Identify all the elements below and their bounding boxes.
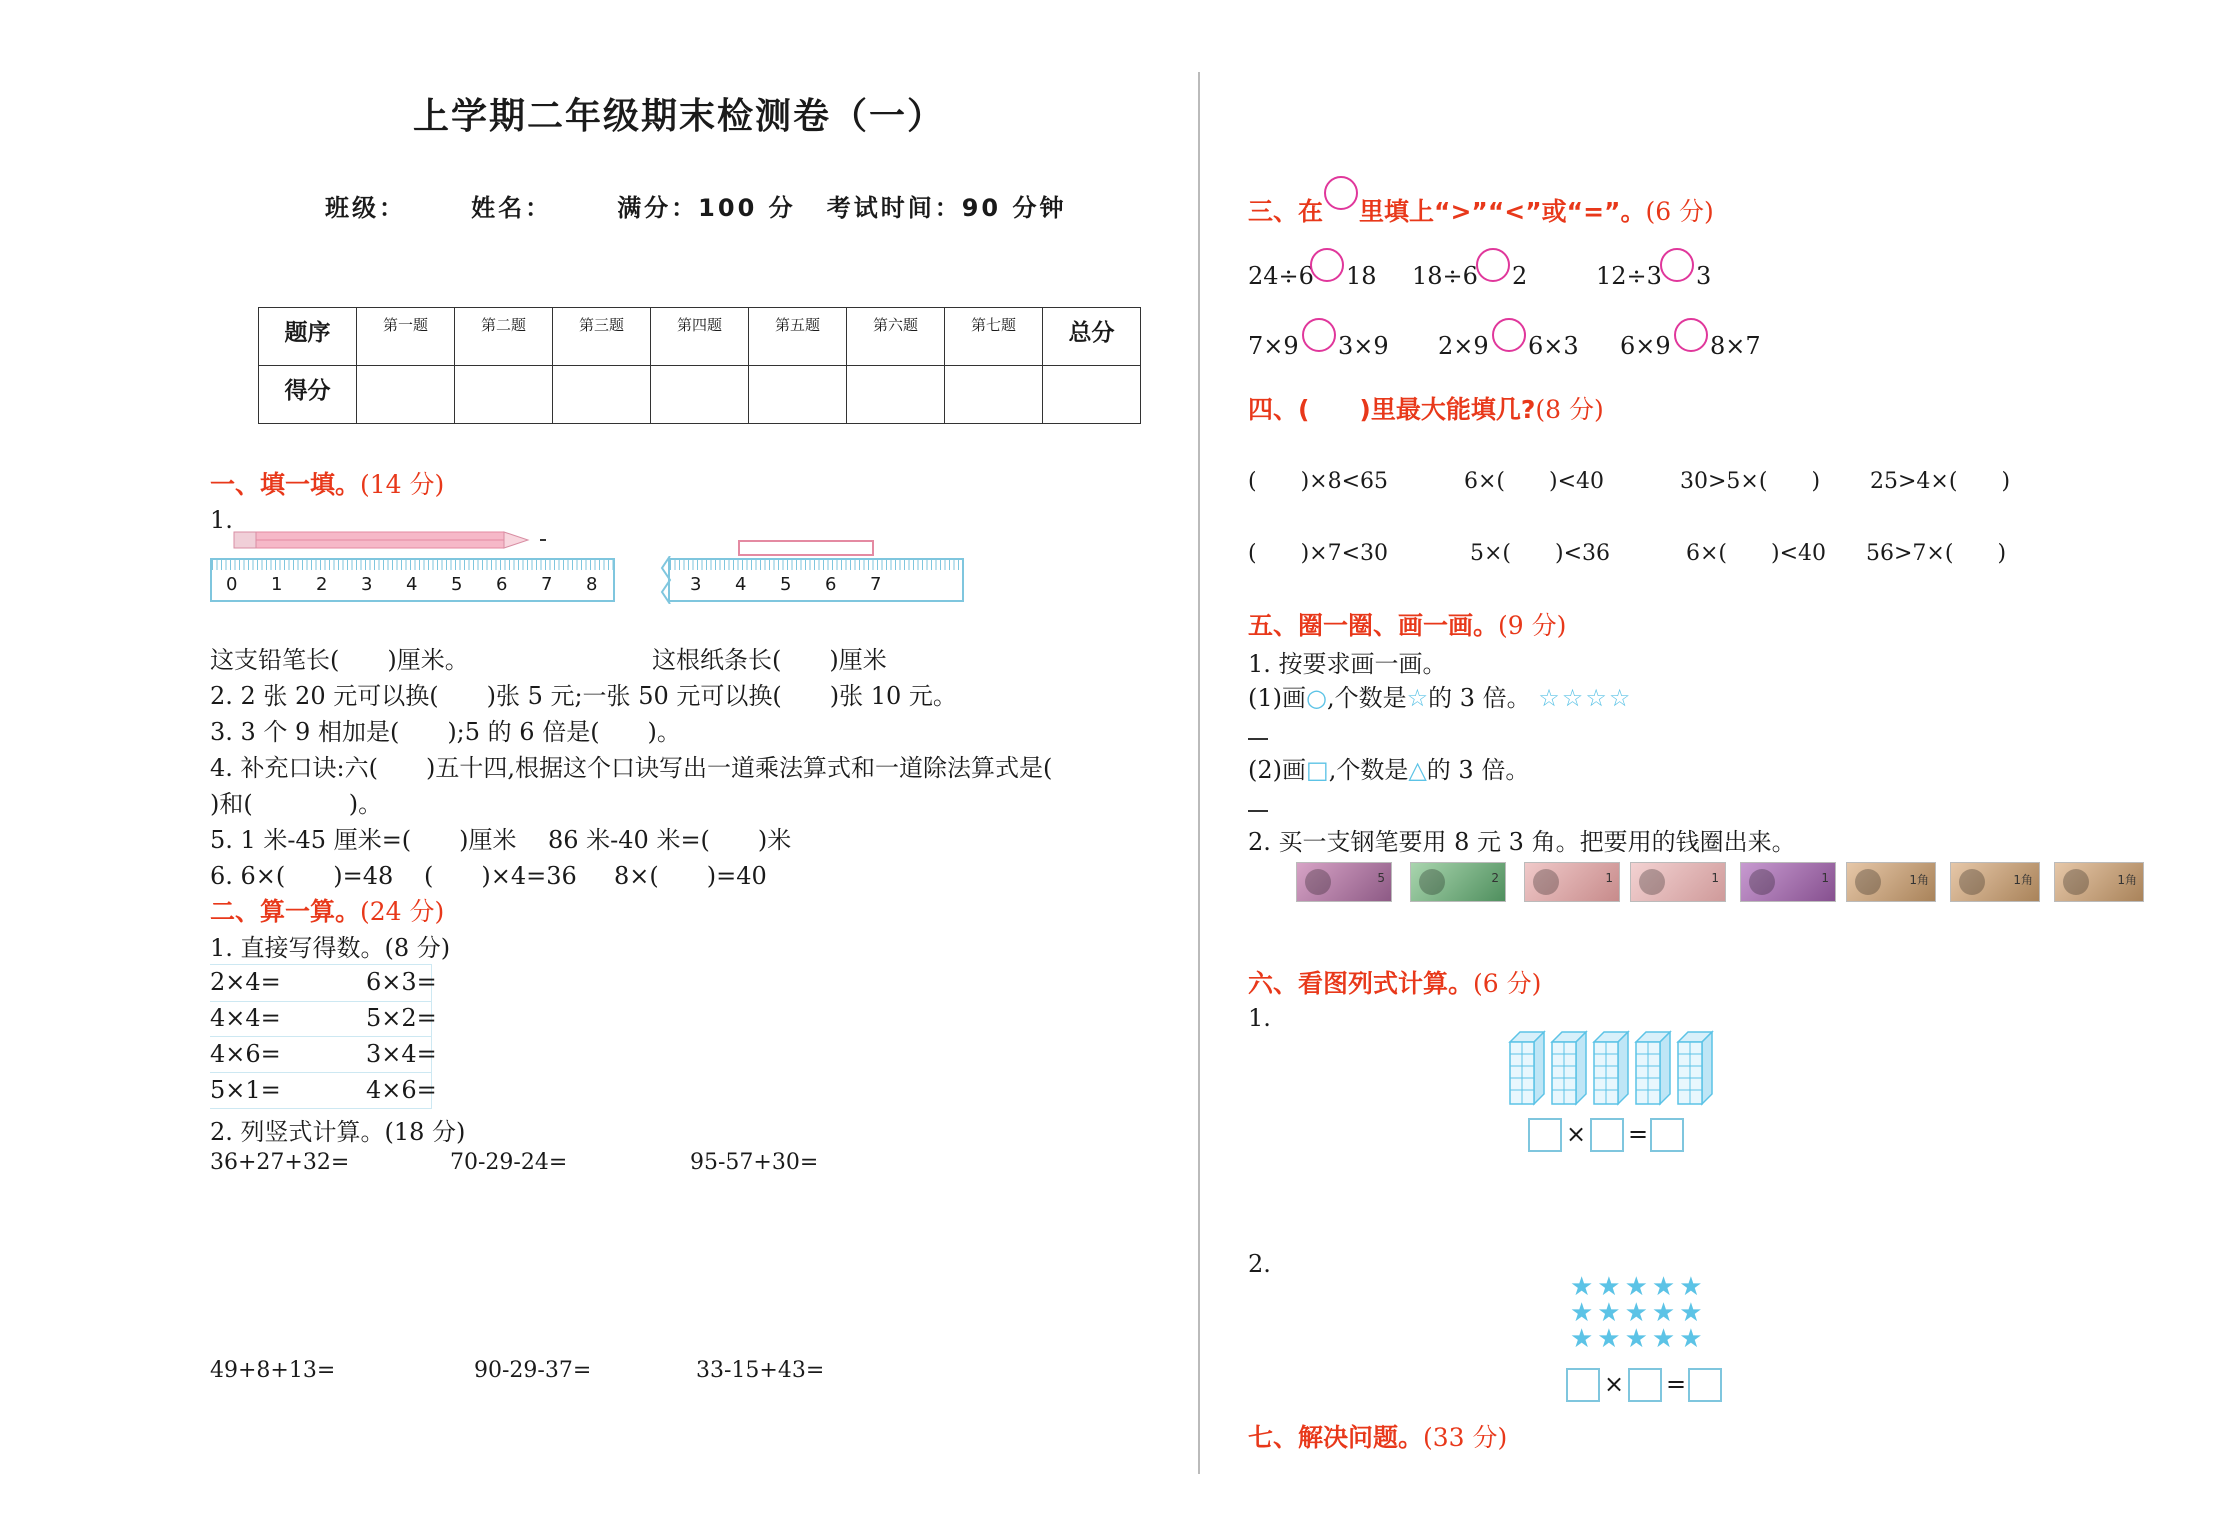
section2-heading xyxy=(210,892,444,928)
answer-box[interactable] xyxy=(1688,1368,1722,1402)
direct-item: 2×4= xyxy=(210,968,281,996)
page-title: 上学期二年级期末检测卷（一） xyxy=(413,96,946,137)
ruler-2 xyxy=(668,558,964,602)
compare-circle[interactable] xyxy=(1476,248,1510,282)
sec5-q1-2-a: (2)画 xyxy=(1248,756,1306,784)
exam-info xyxy=(325,188,1127,223)
sec2-sub1: 1. 直接写得数。(8 分) xyxy=(210,934,451,962)
score-table xyxy=(258,307,1141,424)
compare-right: 6×3 xyxy=(1528,332,1579,360)
name-label: 姓名： xyxy=(471,194,553,222)
max-fill-item: 6×( )<40 xyxy=(1464,469,1605,494)
section7-points: (33 分) xyxy=(1423,1423,1508,1452)
ruler-tick-label: 5 xyxy=(451,574,463,595)
cube-stacks-icon xyxy=(1508,1028,1724,1108)
max-fill-item: 30>5×( ) xyxy=(1680,469,1821,494)
q6-text-c: 8×( )=40 xyxy=(614,862,767,890)
compare-circle[interactable] xyxy=(1310,248,1344,282)
answer-box[interactable] xyxy=(1590,1118,1624,1152)
banknote-label: 5 xyxy=(1377,871,1385,885)
answer-box[interactable] xyxy=(1566,1368,1600,1402)
section1-points: (14 分) xyxy=(360,470,445,499)
banknote-label: 1 xyxy=(1711,871,1719,885)
direct-item: 4×6= xyxy=(210,1040,281,1068)
vertical-item: 70-29-24= xyxy=(450,1150,568,1175)
sec2-sub2: 2. 列竖式计算。(18 分) xyxy=(210,1118,466,1146)
score-cell: 得分 xyxy=(259,366,357,424)
ruler-1 xyxy=(210,558,615,602)
direct-item: 5×1= xyxy=(210,1076,281,1104)
section3-points: (6 分) xyxy=(1645,197,1714,226)
score-cell: 第二题 xyxy=(455,308,553,366)
score-cell: 第六题 xyxy=(847,308,945,366)
max-fill-item: 6×( )<40 xyxy=(1686,541,1827,566)
compare-right: 3×9 xyxy=(1338,332,1389,360)
answer-blank[interactable] xyxy=(1248,810,1268,812)
q4-text-b: )和( )。 xyxy=(210,790,383,818)
max-fill-item: ( )×7<30 xyxy=(1248,541,1389,566)
banknote-label: 1角 xyxy=(1909,873,1929,887)
sec5-q1-2-c: 的 3 倍。 xyxy=(1426,756,1530,784)
direct-item: 4×4= xyxy=(210,1004,281,1032)
compare-left: 2×9 xyxy=(1438,332,1489,360)
banknote-1-yuan[interactable] xyxy=(1630,862,1726,902)
star-grid-icon: ★★★★★ ★★★★★ ★★★★★ xyxy=(1570,1272,1707,1354)
banknote-1-yuan[interactable] xyxy=(1524,862,1620,902)
page-divider xyxy=(1198,72,1200,1474)
compare-right: 3 xyxy=(1696,262,1712,290)
q2-text: 2. 2 张 20 元可以换( )张 5 元;一张 50 元可以换( )张 10 元。 xyxy=(210,682,957,710)
q6-text-a: 6. 6×( )=48 xyxy=(210,862,394,890)
banknote-1-yuan[interactable] xyxy=(1740,862,1836,902)
sec5-q1: 1. 按要求画一画。 xyxy=(1248,650,1447,678)
ruler-tick-label: 2 xyxy=(316,574,328,595)
score-input-cell[interactable] xyxy=(357,366,455,424)
ruler-tick-label: 0 xyxy=(226,574,238,595)
circle-shape-icon: ○ xyxy=(1306,684,1327,712)
section5-heading xyxy=(1248,606,1566,642)
vertical-item: 95-57+30= xyxy=(690,1150,819,1175)
score-table-header-row xyxy=(259,308,1141,366)
sec6-q1-number: 1. xyxy=(1248,1004,1271,1032)
ruler-tick-label: 1 xyxy=(271,574,283,595)
equals-sign: = xyxy=(1666,1370,1687,1398)
q1-pencil-text: 这支铅笔长( )厘米。 xyxy=(210,646,469,674)
score-cell: 第四题 xyxy=(651,308,749,366)
section1-heading xyxy=(210,465,444,501)
direct-item: 4×6= xyxy=(366,1076,437,1104)
section7-heading xyxy=(1248,1418,1507,1454)
q4-text-a: 4. 补充口诀:六( )五十四,根据这个口诀写出一道乘法算式和一道除法算式是( xyxy=(210,754,1053,782)
max-fill-item: 56>7×( ) xyxy=(1866,541,2007,566)
banknote-label: 1角 xyxy=(2117,873,2137,887)
max-fill-item: 5×( )<36 xyxy=(1470,541,1611,566)
section4-points: (8 分) xyxy=(1535,395,1604,424)
ruler-tick-label: 8 xyxy=(586,574,598,595)
max-fill-item: 25>4×( ) xyxy=(1870,469,2011,494)
ruler-tick-label: 7 xyxy=(870,574,882,595)
direct-item: 5×2= xyxy=(366,1004,437,1032)
q5-text-b: 86 米-40 米=( )米 xyxy=(548,826,792,854)
banknote-1-jiao[interactable] xyxy=(2054,862,2144,902)
sec5-q2: 2. 买一支钢笔要用 8 元 3 角。把要用的钱圈出来。 xyxy=(1248,828,1796,856)
pencil-icon xyxy=(228,528,548,552)
banknote-1-jiao[interactable] xyxy=(1950,862,2040,902)
vertical-item: 90-29-37= xyxy=(474,1358,592,1383)
score-table-score-row xyxy=(259,366,1141,424)
ruler-tick-label: 4 xyxy=(406,574,418,595)
compare-left: 6×9 xyxy=(1620,332,1671,360)
compare-right: 18 xyxy=(1346,262,1377,290)
answer-box[interactable] xyxy=(1628,1368,1662,1402)
vertical-item: 49+8+13= xyxy=(210,1358,336,1383)
ruler-tick-label: 3 xyxy=(361,574,373,595)
section4-title: 四、( )里最大能填几? xyxy=(1248,395,1536,424)
compare-left: 7×9 xyxy=(1248,332,1299,360)
banknote-5-yuan[interactable] xyxy=(1296,862,1392,902)
score-input-cell[interactable] xyxy=(553,366,651,424)
score-cell: 题序 xyxy=(259,308,357,366)
compare-circle[interactable] xyxy=(1302,318,1336,352)
score-input-cell[interactable] xyxy=(749,366,847,424)
score-cell: 总分 xyxy=(1043,308,1141,366)
exam-time: 考试时间：90 分钟 xyxy=(826,194,1067,222)
section3-title-b: 里填上“>”“<”或“=”。 xyxy=(1359,197,1646,226)
star-shape-icon: ☆ xyxy=(1406,684,1429,712)
section3-heading xyxy=(1248,192,1714,228)
sec5-q1-1-c: 的 3 倍。 xyxy=(1428,684,1531,712)
sec5-q1-1-a: (1)画 xyxy=(1248,684,1306,712)
compare-right: 8×7 xyxy=(1710,332,1761,360)
sec5-q1-1-b: ,个数是 xyxy=(1326,684,1407,712)
triangle-shape-icon: △ xyxy=(1408,756,1427,784)
section2-points: (24 分) xyxy=(360,897,445,926)
compare-left: 18÷6 xyxy=(1412,262,1478,290)
compare-right: 2 xyxy=(1512,262,1528,290)
full-score: 满分：100 分 xyxy=(617,194,796,222)
section7-title: 七、解决问题。 xyxy=(1248,1423,1424,1452)
ruler-tick-label: 6 xyxy=(496,574,508,595)
square-shape-icon: □ xyxy=(1306,756,1329,784)
score-input-cell[interactable] xyxy=(455,366,553,424)
score-cell: 第三题 xyxy=(553,308,651,366)
vertical-item: 36+27+32= xyxy=(210,1150,350,1175)
banknote-2-yuan[interactable] xyxy=(1410,862,1506,902)
class-label: 班级： xyxy=(325,194,406,222)
section2-title: 二、算一算。 xyxy=(210,897,361,926)
banknote-label: 1 xyxy=(1821,871,1829,885)
score-cell: 第五题 xyxy=(749,308,847,366)
score-input-cell[interactable] xyxy=(847,366,945,424)
compare-left: 24÷6 xyxy=(1248,262,1314,290)
banknote-label: 2 xyxy=(1491,871,1499,885)
equals-sign: = xyxy=(1628,1120,1649,1148)
vertical-item: 33-15+43= xyxy=(696,1358,825,1383)
answer-box[interactable] xyxy=(1650,1118,1684,1152)
score-cell: 第七题 xyxy=(945,308,1043,366)
banknote-1-jiao[interactable] xyxy=(1846,862,1936,902)
ruler-tick-label: 6 xyxy=(825,574,837,595)
score-input-cell[interactable] xyxy=(651,366,749,424)
banknote-label: 1角 xyxy=(2013,873,2033,887)
q1-strip-text: 这根纸条长( )厘米 xyxy=(652,646,887,674)
sec6-q2-number: 2. xyxy=(1248,1250,1271,1278)
score-cell: 第一题 xyxy=(357,308,455,366)
ruler-break-icon xyxy=(660,556,676,604)
times-sign: × xyxy=(1604,1370,1625,1398)
section6-heading xyxy=(1248,964,1541,1000)
answer-blank[interactable] xyxy=(1248,738,1268,740)
sec5-q1-2 xyxy=(1248,750,1529,785)
score-input-cell[interactable] xyxy=(1043,366,1141,424)
sec5-q1-1 xyxy=(1248,678,1632,713)
section6-title: 六、看图列式计算。 xyxy=(1248,969,1474,998)
section5-title: 五、圈一圈、画一画。 xyxy=(1248,611,1499,640)
answer-box[interactable] xyxy=(1528,1118,1562,1152)
ruler-ticks xyxy=(212,560,613,570)
section6-points: (6 分) xyxy=(1473,969,1542,998)
paper-strip xyxy=(738,540,874,556)
ruler-tick-label: 4 xyxy=(735,574,747,595)
star-row-icon: ☆☆☆☆ xyxy=(1538,684,1633,712)
compare-circle[interactable] xyxy=(1660,248,1694,282)
section5-points: (9 分) xyxy=(1498,611,1567,640)
q3-text: 3. 3 个 9 相加是( );5 的 6 倍是( )。 xyxy=(210,718,681,746)
direct-item: 6×3= xyxy=(366,968,437,996)
section4-heading xyxy=(1248,390,1604,426)
q6-text-b: ( )×4=36 xyxy=(424,862,577,890)
section3-title-a: 三、在 xyxy=(1248,197,1324,226)
ruler-tick-label: 7 xyxy=(541,574,553,595)
score-input-cell[interactable] xyxy=(945,366,1043,424)
q1-number: 1. xyxy=(210,506,233,534)
compare-circle[interactable] xyxy=(1674,318,1708,352)
compare-left: 12÷3 xyxy=(1596,262,1662,290)
direct-item: 3×4= xyxy=(366,1040,437,1068)
ruler-ticks xyxy=(670,560,962,570)
q5-text-a: 5. 1 米-45 厘米=( )厘米 xyxy=(210,826,517,854)
sec5-q1-2-b: ,个数是 xyxy=(1328,756,1409,784)
times-sign: × xyxy=(1566,1120,1587,1148)
compare-circle[interactable] xyxy=(1492,318,1526,352)
heading-circle-icon xyxy=(1324,176,1358,210)
banknote-label: 1 xyxy=(1605,871,1613,885)
max-fill-item: ( )×8<65 xyxy=(1248,469,1389,494)
ruler-tick-label: 5 xyxy=(780,574,792,595)
section1-title: 一、填一填。 xyxy=(210,470,361,499)
ruler-tick-label: 3 xyxy=(690,574,702,595)
